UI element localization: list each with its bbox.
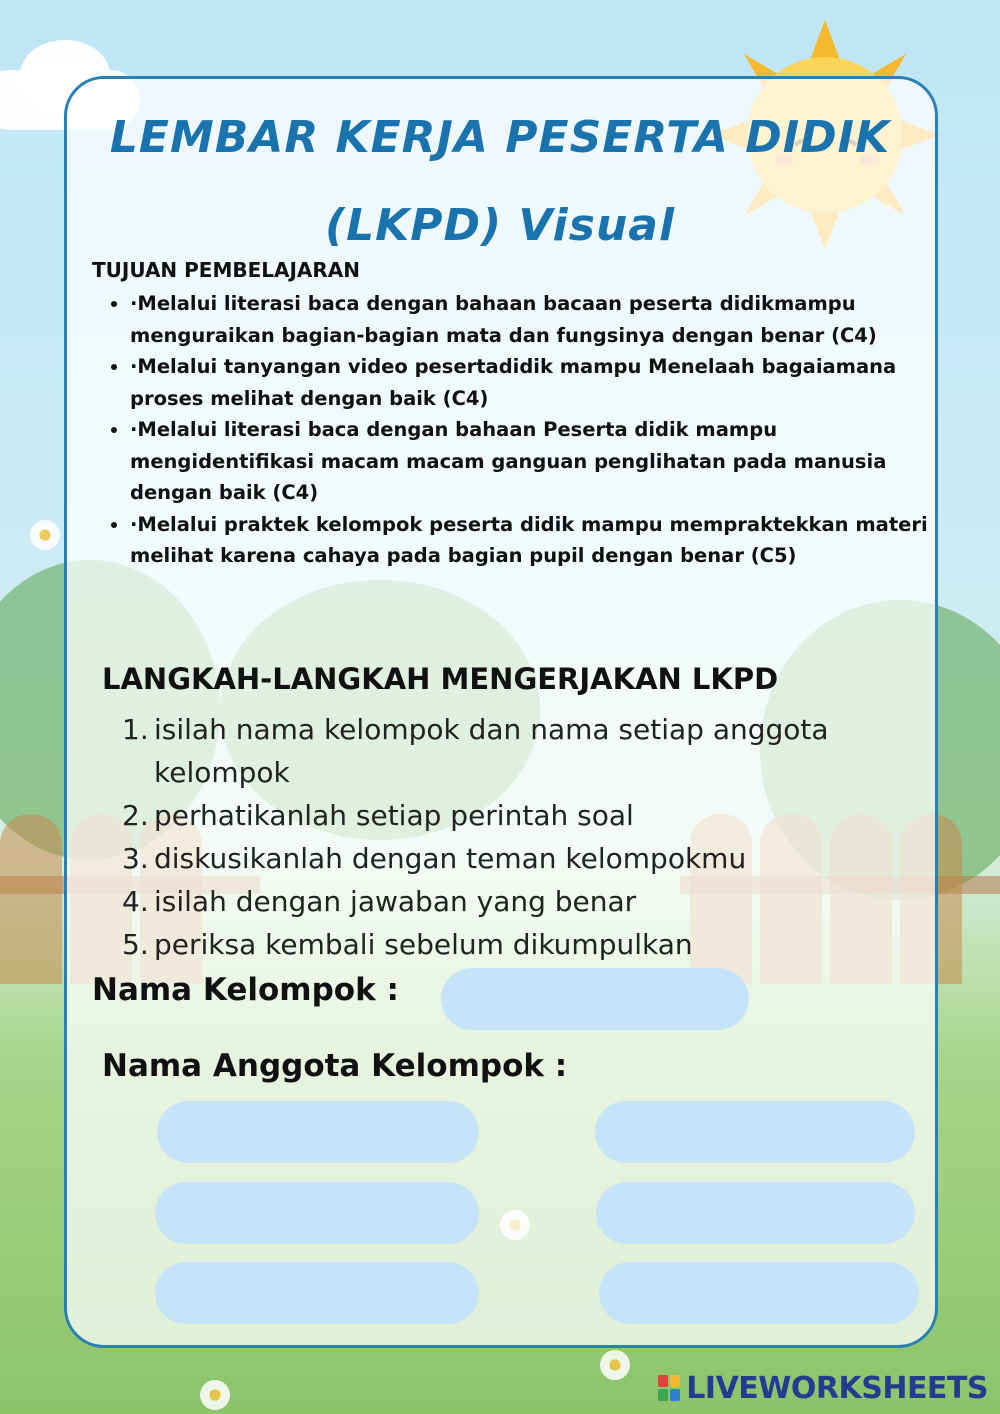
step-number: 3. bbox=[122, 842, 149, 875]
group-name-label: Nama Kelompok : bbox=[92, 972, 399, 1008]
objective-item: • ·Melalui tanyangan video pesertadidik mampu Menelaah bagaiamana proses melihat dengan baik (C4) bbox=[130, 351, 950, 414]
step-item bbox=[122, 837, 882, 880]
flower-decoration bbox=[200, 1380, 230, 1410]
step-number: 4. bbox=[122, 885, 149, 918]
flower-decoration bbox=[600, 1350, 630, 1380]
member-name-input-1[interactable] bbox=[157, 1101, 479, 1163]
step-number: 1. bbox=[122, 713, 149, 746]
step-item bbox=[122, 794, 882, 837]
member-name-input-4[interactable] bbox=[596, 1182, 915, 1244]
liveworksheets-logo bbox=[658, 1368, 988, 1408]
step-item bbox=[122, 708, 882, 794]
step-text: diskusikanlah dengan teman kelompokmu bbox=[154, 842, 747, 875]
steps-list bbox=[122, 708, 882, 966]
member-name-input-5[interactable] bbox=[155, 1262, 479, 1324]
liveworksheets-logo-icon bbox=[658, 1375, 680, 1401]
step-item bbox=[122, 880, 882, 923]
liveworksheets-logo-text: LIVEWORKSHEETS bbox=[686, 1370, 988, 1406]
objectives-list bbox=[92, 288, 950, 572]
objective-item: • ·Melalui literasi baca dengan bahaan Peserta didik mampu mengidentifikasi macam macam ganguan penglihatan pada manusia dengan baik (C4) bbox=[130, 414, 950, 509]
fence-post bbox=[0, 814, 62, 984]
group-name-input[interactable] bbox=[441, 968, 749, 1030]
step-item bbox=[122, 923, 882, 966]
step-number: 5. bbox=[122, 928, 149, 961]
worksheet-title-line-2: (LKPD) Visual bbox=[324, 200, 676, 251]
step-text: isilah nama kelompok dan nama setiap anggota kelompok bbox=[154, 713, 829, 789]
objectives-heading: TUJUAN PEMBELAJARAN bbox=[92, 258, 361, 282]
members-label: Nama Anggota Kelompok : bbox=[102, 1048, 568, 1084]
steps-heading: LANGKAH-LANGKAH MENGERJAKAN LKPD bbox=[102, 662, 779, 696]
member-name-input-2[interactable] bbox=[595, 1101, 915, 1163]
objective-item: • ·Melalui literasi baca dengan bahaan bacaan peserta didikmampu menguraikan bagian-bagian mata dan fungsinya dengan benar (C4) bbox=[130, 288, 950, 351]
member-name-input-3[interactable] bbox=[155, 1182, 479, 1244]
objective-item: • ·Melalui praktek kelompok peserta didik mampu mempraktekkan materi melihat karena cahaya pada bagian pupil dengan benar (C5) bbox=[130, 509, 950, 572]
worksheet-title-line-1: LEMBAR KERJA PESERTA DIDIK bbox=[109, 112, 891, 163]
step-number: 2. bbox=[122, 799, 149, 832]
step-text: isilah dengan jawaban yang benar bbox=[154, 885, 637, 918]
step-text: perhatikanlah setiap perintah soal bbox=[154, 799, 634, 832]
step-text: periksa kembali sebelum dikumpulkan bbox=[154, 928, 693, 961]
flower-decoration bbox=[30, 520, 60, 550]
member-name-input-6[interactable] bbox=[599, 1262, 919, 1324]
